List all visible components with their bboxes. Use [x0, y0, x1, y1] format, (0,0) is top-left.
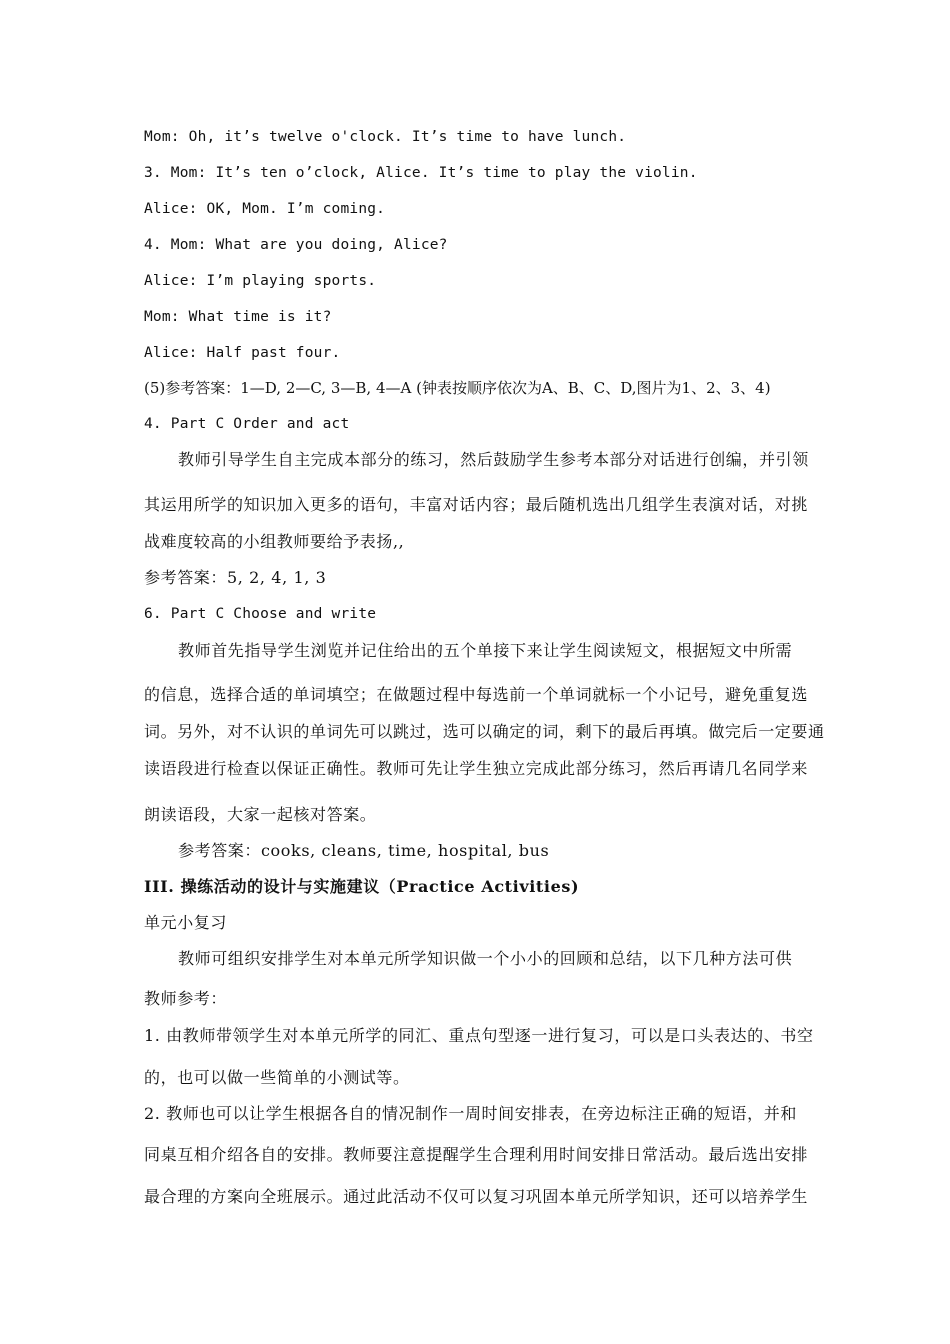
dialogue-line: 4. Mom: What are you doing, Alice? [144, 237, 448, 253]
paragraph-line: 词。另外，对不认识的单词先可以跳过，选可以确定的词，剩下的最后再填。做完后一定要通 [144, 722, 825, 741]
paragraph-line: 其运用所学的知识加入更多的语句，丰富对话内容；最后随机选出几组学生表演对话，对挑 [144, 495, 809, 514]
dialogue-line: Alice: OK, Mom. I’m coming. [144, 201, 386, 217]
dialogue-line: Alice: Half past four. [144, 345, 341, 361]
dialogue-line: Mom: What time is it? [144, 309, 332, 325]
paragraph-line: 教师首先指导学生浏览并记住给出的五个单接下来让学生阅读短文，根据短文中所需 [178, 641, 793, 660]
list-item-line: 同桌互相介绍各自的安排。教师要注意提醒学生合理利用时间安排日常活动。最后选出安排 [144, 1145, 809, 1164]
answer-key-line: (5)参考答案：1—D, 2—C, 3—B, 4—A (钟表按顺序依次为A、B、C、D,图片为1、2、3、4) [144, 379, 771, 397]
paragraph-line: 朗读语段，大家一起核对答案。 [144, 805, 377, 824]
paragraph-line: 的信息，选择合适的单词填空；在做题过程中每选前一个单词就标一个小记号，避免重复选 [144, 685, 809, 704]
paragraph-line: 教师可组织安排学生对本单元所学知识做一个小小的回顾和总结，以下几种方法可供 [178, 949, 793, 968]
dialogue-line: Alice: I’m playing sports. [144, 273, 377, 289]
paragraph-line: 教师参考： [144, 989, 228, 1008]
list-item-line: 的，也可以做一些简单的小测试等。 [144, 1068, 410, 1087]
paragraph-line: 战难度较高的小组教师要给予表扬,, [144, 532, 405, 551]
answer-key-line: 参考答案：cooks, cleans, time, hospital, bus [178, 841, 550, 860]
list-item-line: 1. 由教师带领学生对本单元所学的同汇、重点句型逐一进行复习，可以是口头表达的、书空 [144, 1026, 814, 1045]
answer-key-line: 参考答案：5, 2, 4, 1, 3 [144, 568, 327, 587]
paragraph-line: 读语段进行检查以保证正确性。教师可先让学生独立完成此部分练习，然后再请几名同学来 [144, 759, 809, 778]
section-heading: 6. Part C Choose and write [144, 606, 377, 622]
section-heading: 4. Part C Order and act [144, 416, 350, 432]
subsection-heading: 单元小复习 [144, 913, 228, 932]
list-item-line: 2. 教师也可以让学生根据各自的情况制作一周时间安排表，在旁边标注正确的短语，并和 [144, 1104, 797, 1123]
dialogue-line: 3. Mom: It’s ten o’clock, Alice. It’s time to play the violin. [144, 165, 698, 181]
list-item-line: 最合理的方案向全班展示。通过此活动不仅可以复习巩固本单元所学知识，还可以培养学生 [144, 1187, 809, 1206]
section-heading: III. 操练活动的设计与实施建议（Practice Activities) [144, 877, 580, 896]
paragraph-line: 教师引导学生自主完成本部分的练习，然后鼓励学生参考本部分对话进行创编，并引领 [178, 450, 809, 469]
dialogue-line: Mom: Oh, it’s twelve o'clock. It’s time to have lunch. [144, 129, 627, 145]
